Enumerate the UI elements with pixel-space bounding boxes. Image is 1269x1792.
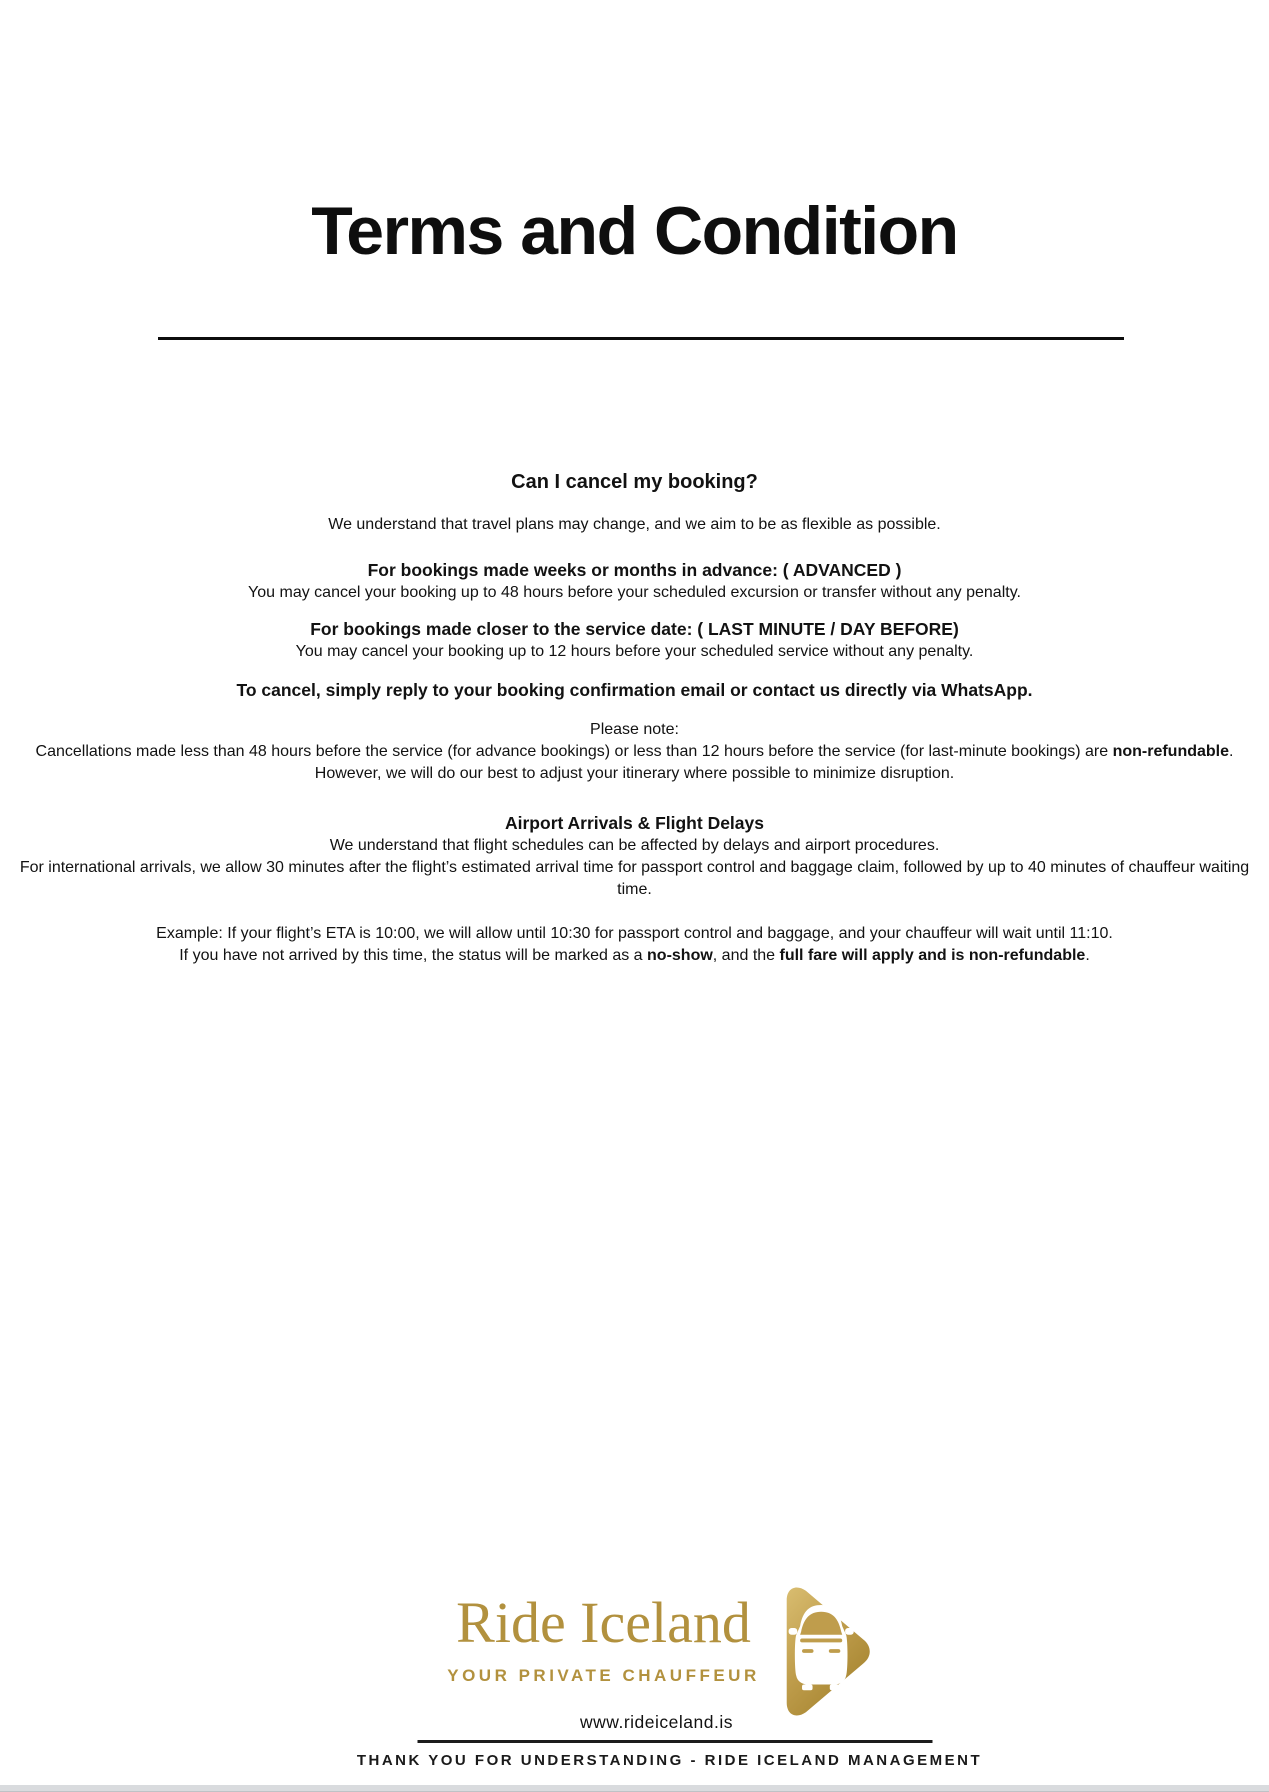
note-line-1-bold: non-refundable <box>1112 743 1229 760</box>
example-line-2-text: If you have not arrived by this time, the status will be marked as a <box>179 947 648 964</box>
example-line-1: Example: If your flight’s ETA is 10:00, we will allow until 10:30 for passport control and baggage, and your chauffeur will wait until 11:10. <box>156 925 1113 942</box>
intro-text: We understand that travel plans may change, and we aim to be as flexible as possible. <box>328 516 941 533</box>
airport-section-heading: Airport Arrivals & Flight Delays <box>505 813 764 833</box>
terms-content <box>10 468 1259 967</box>
example-line-2 <box>10 945 1259 967</box>
section-heading-cancel-booking: Can I cancel my booking? <box>511 471 758 493</box>
note-line-1-text: Cancellations made less than 48 hours before the service (for advance bookings) or less than 12 hours before the service (for last-minute bookings) are <box>35 743 1113 760</box>
airport-line-2: For international arrivals, we allow 30 minutes after the flight’s estimated arrival time for passport control and baggage claim, followed by up to 40 minutes of chauffeur waiting time. <box>19 859 1250 898</box>
play-triangle-car-icon <box>776 1584 874 1718</box>
page-title: Terms and Condition <box>311 193 958 269</box>
example-line-2-mid: , and the <box>712 947 780 964</box>
title-divider <box>158 337 1124 340</box>
last-minute-booking-heading: For bookings made closer to the service date: ( LAST MINUTE / DAY BEFORE) <box>310 619 959 639</box>
example-line-2-bold-noshow: no-show <box>647 947 713 964</box>
brand-text-block <box>447 1592 760 1686</box>
advance-booking-heading: For bookings made weeks or months in advance: ( ADVANCED ) <box>367 560 902 580</box>
note-line-1 <box>10 741 1259 763</box>
please-note-label: Please note: <box>590 721 679 738</box>
brand-name: Ride Iceland <box>456 1590 751 1655</box>
closing-line: THANK YOU FOR UNDERSTANDING - RIDE ICELAND MANAGEMENT <box>356 1752 983 1769</box>
brand-tagline: YOUR PRIVATE CHAUFFEUR <box>447 1666 760 1685</box>
advance-booking-body: You may cancel your booking up to 48 hours before your scheduled excursion or transfer without any penalty. <box>248 584 1021 601</box>
note-line-2: However, we will do our best to adjust your itinerary where possible to minimize disruption. <box>314 765 955 782</box>
example-line-2-bold-fare: full fare will apply and is non-refundable <box>779 947 1086 964</box>
example-line-2-period: . <box>1085 947 1090 964</box>
footer-divider <box>417 1740 932 1743</box>
airport-line-1: We understand that flight schedules can be affected by delays and airport procedures. <box>329 837 940 854</box>
last-minute-booking-body: You may cancel your booking up to 12 hours before your scheduled service without any penalty. <box>295 643 974 660</box>
cancel-instruction: To cancel, simply reply to your booking confirmation email or contact us directly via WhatsApp. <box>236 680 1033 700</box>
note-line-1-period: . <box>1229 743 1234 760</box>
window-bottom-edge <box>0 1785 1269 1792</box>
website-url: www.rideiceland.is <box>580 1712 733 1732</box>
brand-logo <box>26 1592 1269 1718</box>
